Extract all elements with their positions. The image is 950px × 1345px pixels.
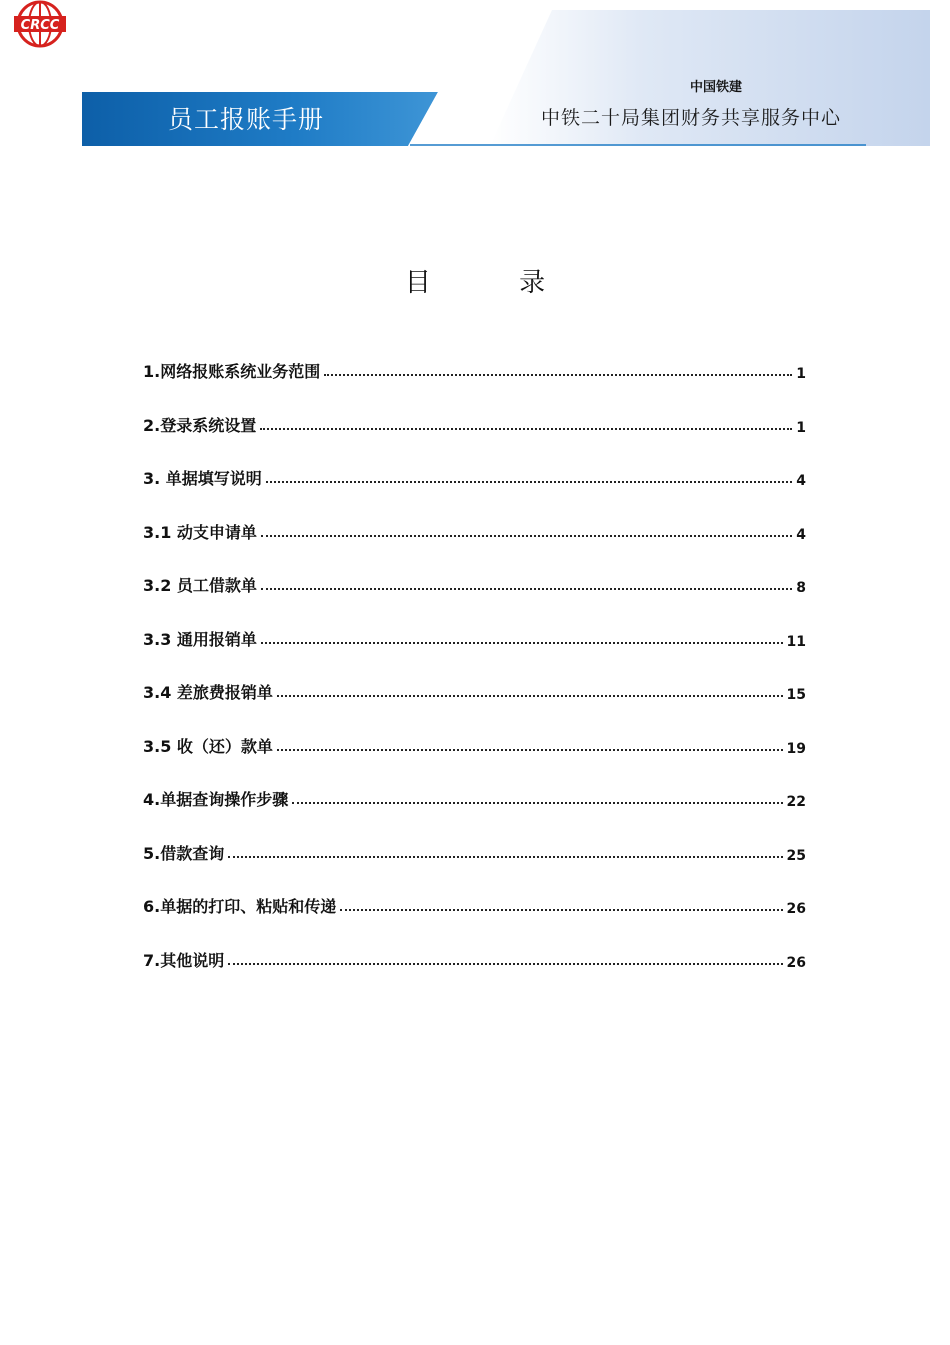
toc-entry-label: 6.单据的打印、粘贴和传递 (143, 897, 337, 916)
logo-letters: CRCC (20, 18, 60, 33)
toc-entry[interactable] (143, 677, 806, 703)
toc-dot-leader (277, 694, 783, 697)
manual-title: 员工报账手册 (168, 105, 325, 134)
toc-dot-leader (261, 534, 792, 537)
toc-entry-label: 4.单据查询操作步骤 (143, 790, 289, 809)
toc-entry-page: 1 (796, 366, 806, 382)
toc-entry-page: 11 (786, 633, 806, 650)
toc-entry-page: 25 (786, 847, 806, 864)
toc-entry-label: 7.其他说明 (143, 950, 225, 970)
toc-entry-label: 3.4 差旅费报销单 (143, 683, 273, 702)
toc-dot-leader (277, 748, 783, 751)
toc-dot-leader (261, 587, 792, 590)
toc-entry-page: 15 (786, 687, 806, 703)
logo-company-text: 中国铁建 (690, 80, 743, 95)
toc-dot-leader (340, 908, 782, 911)
toc-entry[interactable] (143, 356, 806, 382)
toc-entry[interactable] (143, 517, 806, 543)
toc-entry-label: 3.2 员工借款单 (143, 576, 257, 595)
toc-entry[interactable] (143, 624, 806, 650)
toc-dot-leader (324, 373, 792, 376)
crcc-logo-icon (0, 0, 80, 66)
toc-entry-page: 19 (786, 740, 806, 757)
toc-dot-leader (261, 641, 783, 644)
toc-entry-page: 8 (796, 580, 806, 596)
toc-entry-page: 26 (786, 954, 806, 971)
toc-entry[interactable] (143, 784, 806, 810)
toc-entry-page: 22 (786, 794, 806, 810)
center-name: 中铁二十局集团财务共享服务中心 (541, 107, 842, 129)
toc-entry[interactable] (143, 945, 806, 971)
toc-dot-leader (292, 801, 782, 804)
header-banner-graphic (0, 0, 950, 160)
toc-entry-page: 26 (786, 901, 806, 917)
toc-entry[interactable] (143, 891, 806, 917)
page-header (0, 0, 950, 160)
toc-entry-label: 2.登录系统设置 (143, 415, 257, 435)
toc-entry-page: 1 (796, 419, 806, 436)
toc-entry-page: 4 (796, 473, 806, 489)
toc-dot-leader (228, 962, 782, 965)
toc-dot-leader (228, 855, 782, 858)
toc-heading: 目 录 (404, 268, 586, 298)
toc-entry-label: 3.5 收（还）款单 (143, 736, 273, 756)
toc-entry-page: 4 (796, 526, 806, 543)
toc-dot-leader (260, 427, 792, 430)
toc-entry[interactable] (143, 463, 806, 489)
toc-entry-label: 3.3 通用报销单 (143, 629, 257, 649)
toc-entry-label: 5.借款查询 (143, 843, 225, 863)
toc-entry[interactable] (143, 570, 806, 596)
toc-dot-leader (266, 480, 792, 483)
toc-entry[interactable] (143, 731, 806, 757)
toc-entry[interactable] (143, 410, 806, 436)
toc-entry-label: 1.网络报账系统业务范围 (143, 362, 321, 381)
toc-entry-label: 3. 单据填写说明 (143, 469, 262, 488)
toc-entry-label: 3.1 动支申请单 (143, 522, 257, 542)
toc-entry[interactable] (143, 838, 806, 864)
